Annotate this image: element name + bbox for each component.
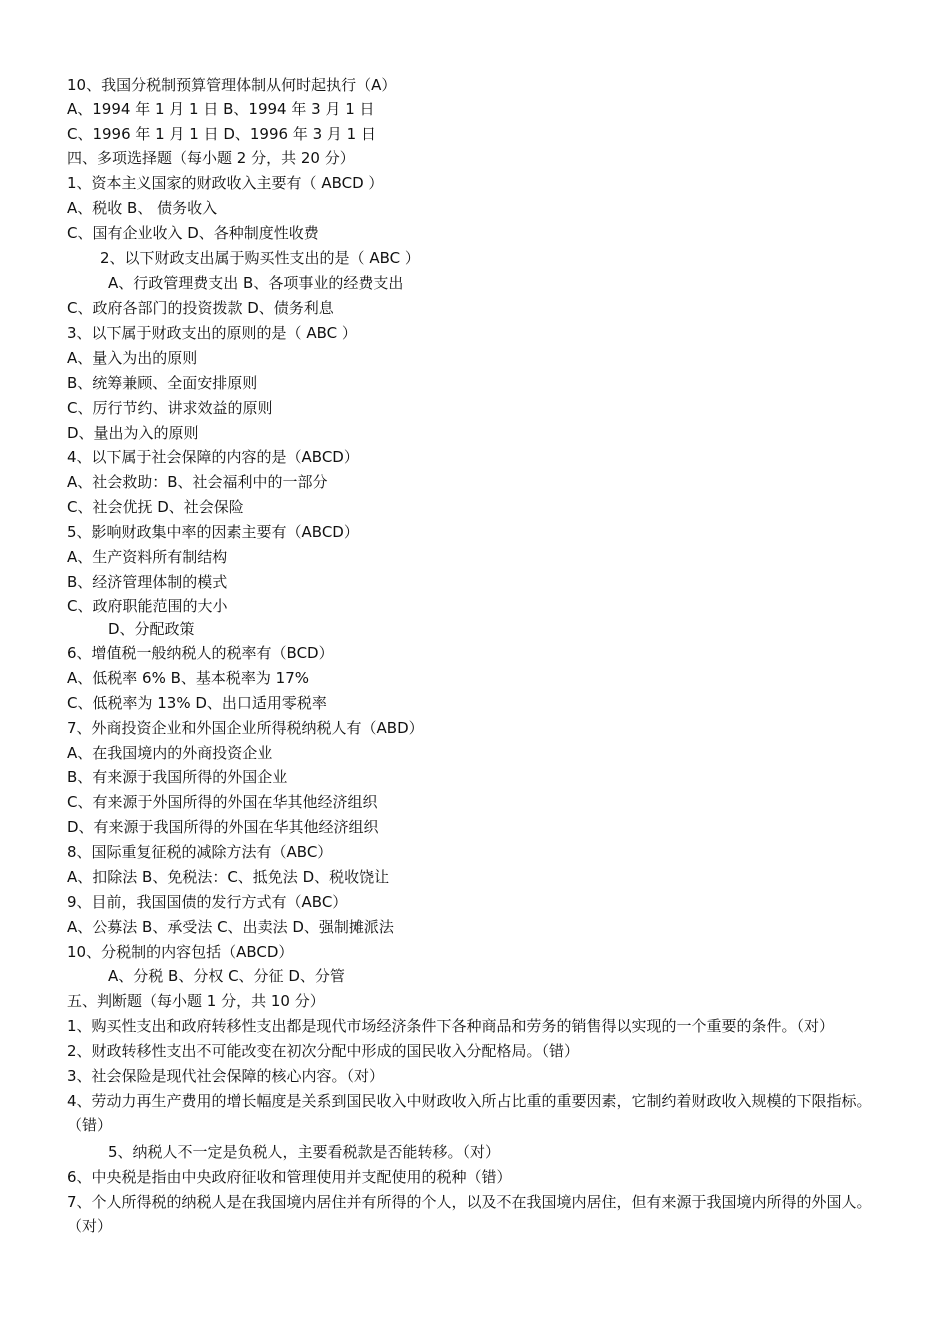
text-line: A、低税率 6% B、基本税率为 17% [67,669,309,687]
text-line: B、经济管理体制的模式 [67,573,228,591]
text-line: C、厉行节约、讲求效益的原则 [67,399,273,417]
text-line: 8、国际重复征税的减除方法有（ABC） [67,843,333,861]
text-line: D、分配政策 [108,620,195,638]
text-line: 6、中央税是指由中央政府征收和管理使用并支配使用的税种（错） [67,1168,512,1186]
text-line: C、社会优抚 D、社会保险 [67,498,244,516]
text-line: 7、外商投资企业和外国企业所得税纳税人有（ABD） [67,719,424,737]
text-line: B、统筹兼顾、全面安排原则 [67,374,258,392]
text-line: D、有来源于我国所得的外国在华其他经济组织 [67,818,379,836]
text-line: C、1996 年 1 月 1 日 D、1996 年 3 月 1 日 [67,125,376,143]
text-line: C、政府各部门的投资拨款 D、债务利息 [67,299,334,317]
text-line: C、国有企业收入 D、各种制度性收费 [67,224,319,242]
text-paragraph: 4、劳动力再生产费用的增长幅度是关系到国民收入中财政收入所占比重的重要因素，它制约着财政收入规模的下限指标。（错） [67,1092,872,1134]
text-line: A、公募法 B、承受法 C、出卖法 D、强制摊派法 [67,918,394,936]
text-line: A、1994 年 1 月 1 日 B、1994 年 3 月 1 日 [67,100,375,118]
text-line: 6、增值税一般纳税人的税率有（BCD） [67,644,334,662]
text-line: D、量出为入的原则 [67,424,199,442]
section-heading: 五、判断题（每小题 1 分，共 10 分） [67,992,325,1010]
text-line: A、分税 B、分权 C、分征 D、分管 [108,967,345,985]
text-line: A、生产资料所有制结构 [67,548,228,566]
text-line: A、行政管理费支出 B、各项事业的经费支出 [108,274,404,292]
text-line: 1、购买性支出和政府转移性支出都是现代市场经济条件下各种商品和劳务的销售得以实现的一个重要的条件。（对） [67,1017,835,1035]
text-line: 1、资本主义国家的财政收入主要有（ ABCD ） [67,174,384,192]
text-line: 10、分税制的内容包括（ABCD） [67,943,294,961]
text-line: C、政府职能范围的大小 [67,597,228,615]
text-line: 10、我国分税制预算管理体制从何时起执行（A） [67,76,397,94]
text-line: 2、财政转移性支出不可能改变在初次分配中形成的国民收入分配格局。（错） [67,1042,580,1060]
text-line: 4、以下属于社会保障的内容的是（ABCD） [67,448,359,466]
text-line: 9、目前，我国国债的发行方式有（ABC） [67,893,348,911]
text-line: A、扣除法 B、免税法：C、抵免法 D、税收饶让 [67,868,390,886]
text-line: C、有来源于外国所得的外国在华其他经济组织 [67,793,378,811]
section-heading: 四、多项选择题（每小题 2 分，共 20 分） [67,149,355,167]
text-line: A、税收 B、 债务收入 [67,199,218,217]
text-line: A、量入为出的原则 [67,349,198,367]
text-line: 2、以下财政支出属于购买性支出的是（ ABC ） [100,249,420,267]
text-line: C、低税率为 13% D、出口适用零税率 [67,694,327,712]
text-paragraph: 7、个人所得税的纳税人是在我国境内居住并有所得的个人，以及不在我国境内居住，但有来源于我国境内所得的外国人。（对） [67,1193,872,1235]
text-line: 3、以下属于财政支出的原则的是（ ABC ） [67,324,357,342]
text-line: 3、社会保险是现代社会保障的核心内容。（对） [67,1067,385,1085]
text-line: B、有来源于我国所得的外国企业 [67,768,288,786]
text-line: A、社会救助：B、社会福利中的一部分 [67,473,328,491]
text-line: 5、纳税人不一定是负税人，主要看税款是否能转移。（对） [108,1143,501,1161]
text-line: 5、影响财政集中率的因素主要有（ABCD） [67,523,359,541]
text-line: A、在我国境内的外商投资企业 [67,744,273,762]
